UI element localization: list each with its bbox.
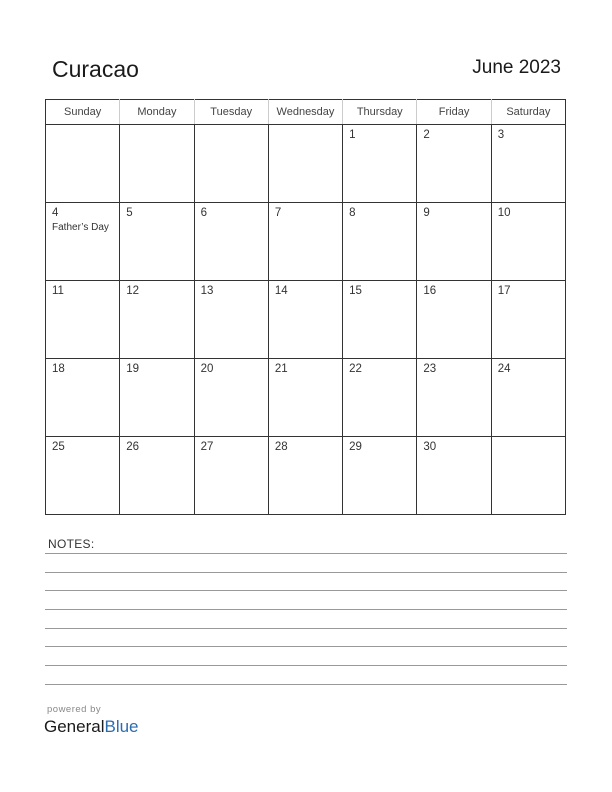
day-number: 8 xyxy=(349,207,356,219)
day-cell xyxy=(268,281,342,359)
day-cell xyxy=(343,281,417,359)
day-cell xyxy=(268,437,342,515)
day-cell xyxy=(491,125,565,203)
notes-line xyxy=(45,684,567,685)
weekday-header-row xyxy=(46,100,566,125)
day-number: 7 xyxy=(274,207,282,219)
day-cell xyxy=(46,125,120,203)
day-cell xyxy=(417,203,491,281)
day-number: 20 xyxy=(200,363,214,375)
day-number: 3 xyxy=(497,129,505,141)
day-cell xyxy=(268,125,342,203)
day-cell xyxy=(46,203,120,281)
day-cell xyxy=(194,203,268,281)
day-cell xyxy=(194,437,268,515)
day-cell xyxy=(194,125,268,203)
day-number: 23 xyxy=(423,363,437,375)
week-row xyxy=(46,203,566,281)
day-cell xyxy=(120,125,194,203)
powered-by-text: powered by xyxy=(47,704,102,715)
day-number: 18 xyxy=(52,363,65,375)
week-row xyxy=(46,281,566,359)
weekday-saturday: Saturday xyxy=(491,100,565,125)
notes-line xyxy=(45,590,567,591)
week-row xyxy=(46,125,566,203)
day-number: 25 xyxy=(52,441,65,453)
brand-blue-text: Blue xyxy=(104,717,139,736)
day-cell xyxy=(417,437,491,515)
day-number: 11 xyxy=(52,285,64,297)
weekday-sunday: Sunday xyxy=(46,100,120,125)
week-row xyxy=(46,359,566,437)
day-cell xyxy=(268,359,342,437)
day-cell xyxy=(120,203,194,281)
day-cell xyxy=(268,203,342,281)
day-cell xyxy=(46,437,120,515)
day-cell xyxy=(46,359,120,437)
notes-line xyxy=(45,553,567,554)
day-cell xyxy=(120,437,194,515)
generalblue-logo[interactable] xyxy=(44,717,139,737)
day-number: 14 xyxy=(274,285,288,297)
day-cell xyxy=(194,281,268,359)
notes-label: NOTES: xyxy=(48,537,95,551)
day-cell xyxy=(343,359,417,437)
day-cell xyxy=(491,437,565,515)
day-number: 15 xyxy=(349,285,362,297)
day-cell xyxy=(343,437,417,515)
day-number: 17 xyxy=(497,285,511,297)
calendar-body xyxy=(46,125,566,515)
day-number: 21 xyxy=(274,363,288,375)
day-cell xyxy=(491,281,565,359)
day-cell xyxy=(194,359,268,437)
day-number: 28 xyxy=(274,441,288,453)
day-number: 26 xyxy=(126,441,140,453)
day-number: 1 xyxy=(349,129,356,141)
day-number: 30 xyxy=(423,441,437,453)
day-cell xyxy=(417,281,491,359)
holiday-label: Father’s Day xyxy=(52,222,109,233)
notes-line xyxy=(45,609,567,610)
day-number: 16 xyxy=(423,285,437,297)
day-cell xyxy=(491,359,565,437)
day-number: 5 xyxy=(126,207,133,219)
weekday-wednesday: Wednesday xyxy=(268,100,342,125)
month-year-title: June 2023 xyxy=(472,57,561,78)
weekday-friday: Friday xyxy=(417,100,491,125)
notes-line xyxy=(45,628,567,629)
day-number: 9 xyxy=(423,207,430,219)
day-number: 19 xyxy=(126,363,140,375)
day-cell xyxy=(120,281,194,359)
notes-line xyxy=(45,665,567,666)
weekday-tuesday: Tuesday xyxy=(194,100,268,125)
day-number: 22 xyxy=(349,363,362,375)
day-cell xyxy=(491,203,565,281)
day-cell xyxy=(343,203,417,281)
day-cell xyxy=(417,359,491,437)
day-cell xyxy=(120,359,194,437)
day-number: 29 xyxy=(349,441,362,453)
calendar-grid xyxy=(45,99,566,515)
day-number: 24 xyxy=(497,363,511,375)
day-number: 13 xyxy=(200,285,214,297)
weekday-monday: Monday xyxy=(120,100,194,125)
day-number: 27 xyxy=(200,441,214,453)
day-number: 10 xyxy=(497,207,511,219)
weekday-thursday: Thursday xyxy=(343,100,417,125)
day-cell xyxy=(343,125,417,203)
brand-general-text: General xyxy=(44,717,105,736)
day-cell xyxy=(417,125,491,203)
notes-line xyxy=(45,572,567,573)
week-row xyxy=(46,437,566,515)
day-number: 12 xyxy=(126,285,140,297)
day-number: 2 xyxy=(423,129,430,141)
country-title: Curacao xyxy=(52,56,139,82)
day-cell xyxy=(46,281,120,359)
day-number: 6 xyxy=(200,207,207,219)
day-number: 4 xyxy=(52,207,59,219)
notes-line xyxy=(45,646,567,647)
